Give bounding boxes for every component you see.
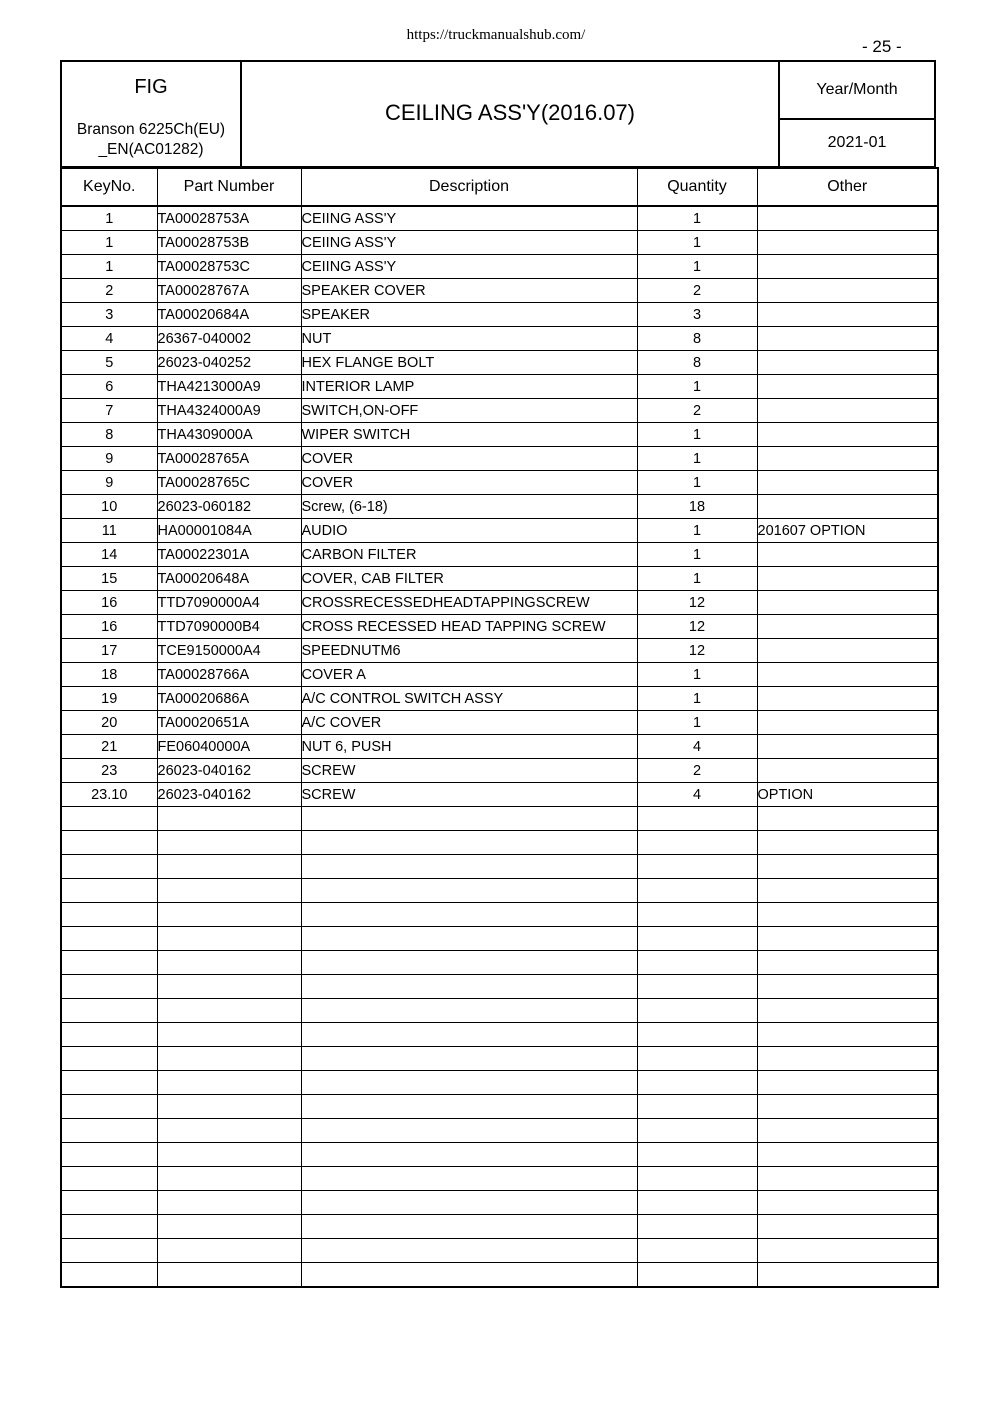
- part-number-cell: THA4324000A9: [157, 399, 301, 423]
- empty-cell: [637, 1167, 757, 1191]
- empty-cell: [61, 903, 157, 927]
- empty-cell: [637, 879, 757, 903]
- description-cell: NUT 6, PUSH: [301, 735, 637, 759]
- key-no-cell: 17: [61, 639, 157, 663]
- empty-table-row: [61, 1119, 938, 1143]
- empty-cell: [61, 1239, 157, 1263]
- empty-cell: [637, 1071, 757, 1095]
- empty-cell: [301, 879, 637, 903]
- table-row: [61, 567, 938, 591]
- empty-table-row: [61, 831, 938, 855]
- empty-cell: [637, 1191, 757, 1215]
- empty-cell: [757, 1095, 938, 1119]
- description-cell: AUDIO: [301, 519, 637, 543]
- column-header-quantity: Quantity: [637, 168, 757, 206]
- empty-table-row: [61, 1095, 938, 1119]
- model-name: [62, 120, 240, 160]
- table-row: [61, 735, 938, 759]
- table-row: [61, 639, 938, 663]
- empty-table-row: [61, 1191, 938, 1215]
- quantity-cell: 1: [637, 206, 757, 231]
- empty-cell: [61, 831, 157, 855]
- description-cell: CROSSRECESSEDHEADTAPPINGSCREW: [301, 591, 637, 615]
- empty-table-row: [61, 927, 938, 951]
- parts-table: [60, 167, 939, 1288]
- empty-table-row: [61, 1143, 938, 1167]
- description-cell: A/C CONTROL SWITCH ASSY: [301, 687, 637, 711]
- table-header-row: [61, 168, 938, 206]
- table-row: [61, 591, 938, 615]
- other-cell: [757, 639, 938, 663]
- table-row: [61, 423, 938, 447]
- empty-cell: [301, 1263, 637, 1288]
- empty-cell: [157, 879, 301, 903]
- other-cell: [757, 495, 938, 519]
- empty-cell: [301, 1191, 637, 1215]
- empty-cell: [61, 1023, 157, 1047]
- other-cell: [757, 206, 938, 231]
- empty-cell: [637, 927, 757, 951]
- part-number-cell: TA00028753A: [157, 206, 301, 231]
- source-url: https://truckmanualshub.com/: [406, 27, 586, 43]
- empty-cell: [157, 951, 301, 975]
- empty-cell: [301, 951, 637, 975]
- key-no-cell: 8: [61, 423, 157, 447]
- table-row: [61, 759, 938, 783]
- empty-cell: [157, 1167, 301, 1191]
- key-no-cell: 14: [61, 543, 157, 567]
- empty-table-row: [61, 903, 938, 927]
- key-no-cell: 23: [61, 759, 157, 783]
- figure-title: CEILING ASS'Y(2016.07): [385, 100, 635, 125]
- table-row: [61, 471, 938, 495]
- fig-cell: [62, 62, 242, 166]
- quantity-cell: 8: [637, 327, 757, 351]
- model-line-1: Branson 6225Ch(EU): [76, 121, 226, 138]
- empty-cell: [61, 1119, 157, 1143]
- key-no-cell: 15: [61, 567, 157, 591]
- empty-table-row: [61, 879, 938, 903]
- empty-cell: [637, 999, 757, 1023]
- quantity-cell: 1: [637, 663, 757, 687]
- empty-cell: [637, 951, 757, 975]
- page-number: - 25 -: [862, 37, 902, 56]
- empty-cell: [757, 1215, 938, 1239]
- empty-cell: [637, 1263, 757, 1288]
- empty-cell: [61, 1143, 157, 1167]
- empty-cell: [61, 951, 157, 975]
- description-cell: WIPER SWITCH: [301, 423, 637, 447]
- empty-cell: [757, 1143, 938, 1167]
- description-cell: HEX FLANGE BOLT: [301, 351, 637, 375]
- table-row: [61, 231, 938, 255]
- description-cell: COVER: [301, 447, 637, 471]
- table-row: [61, 711, 938, 735]
- quantity-cell: 3: [637, 303, 757, 327]
- empty-cell: [157, 1023, 301, 1047]
- empty-cell: [757, 1263, 938, 1288]
- description-cell: COVER A: [301, 663, 637, 687]
- year-month-label: Year/Month: [780, 62, 934, 120]
- part-number-cell: TTD7090000A4: [157, 591, 301, 615]
- part-number-cell: TA00028767A: [157, 279, 301, 303]
- key-no-cell: 9: [61, 471, 157, 495]
- empty-cell: [301, 831, 637, 855]
- other-cell: [757, 471, 938, 495]
- key-no-cell: 7: [61, 399, 157, 423]
- empty-cell: [157, 831, 301, 855]
- empty-table-row: [61, 1023, 938, 1047]
- description-cell: NUT: [301, 327, 637, 351]
- empty-cell: [157, 1143, 301, 1167]
- description-cell: CARBON FILTER: [301, 543, 637, 567]
- column-header-description: Description: [301, 168, 637, 206]
- description-cell: CROSS RECESSED HEAD TAPPING SCREW: [301, 615, 637, 639]
- empty-cell: [157, 1095, 301, 1119]
- table-row: [61, 495, 938, 519]
- empty-cell: [157, 903, 301, 927]
- quantity-cell: 12: [637, 615, 757, 639]
- empty-cell: [157, 855, 301, 879]
- empty-table-row: [61, 999, 938, 1023]
- empty-cell: [301, 1119, 637, 1143]
- table-row: [61, 279, 938, 303]
- empty-cell: [757, 1023, 938, 1047]
- empty-cell: [157, 1215, 301, 1239]
- table-row: [61, 615, 938, 639]
- empty-cell: [61, 855, 157, 879]
- table-row: [61, 375, 938, 399]
- empty-cell: [61, 1215, 157, 1239]
- figure-header: [60, 60, 936, 168]
- empty-table-row: [61, 1215, 938, 1239]
- part-number-cell: 26023-060182: [157, 495, 301, 519]
- other-cell: OPTION: [757, 783, 938, 807]
- other-cell: [757, 663, 938, 687]
- empty-cell: [757, 855, 938, 879]
- description-cell: SCREW: [301, 783, 637, 807]
- empty-cell: [637, 975, 757, 999]
- description-cell: A/C COVER: [301, 711, 637, 735]
- part-number-cell: THA4309000A: [157, 423, 301, 447]
- empty-cell: [757, 927, 938, 951]
- empty-cell: [637, 1023, 757, 1047]
- other-cell: [757, 279, 938, 303]
- empty-cell: [757, 1047, 938, 1071]
- column-header-other: Other: [757, 168, 938, 206]
- part-number-cell: TA00028765C: [157, 471, 301, 495]
- empty-cell: [637, 903, 757, 927]
- description-cell: COVER: [301, 471, 637, 495]
- description-cell: SCREW: [301, 759, 637, 783]
- empty-cell: [757, 1191, 938, 1215]
- empty-cell: [61, 927, 157, 951]
- empty-cell: [757, 879, 938, 903]
- empty-cell: [637, 1095, 757, 1119]
- key-no-cell: 6: [61, 375, 157, 399]
- empty-cell: [637, 1047, 757, 1071]
- table-row: [61, 351, 938, 375]
- description-cell: CEIING ASS'Y: [301, 206, 637, 231]
- empty-cell: [157, 1119, 301, 1143]
- empty-cell: [757, 1239, 938, 1263]
- quantity-cell: 2: [637, 279, 757, 303]
- quantity-cell: 1: [637, 687, 757, 711]
- column-header-part-number: Part Number: [157, 168, 301, 206]
- empty-cell: [61, 807, 157, 831]
- part-number-cell: THA4213000A9: [157, 375, 301, 399]
- other-cell: [757, 375, 938, 399]
- description-cell: SWITCH,ON-OFF: [301, 399, 637, 423]
- empty-cell: [157, 1047, 301, 1071]
- empty-table-row: [61, 855, 938, 879]
- empty-cell: [61, 1047, 157, 1071]
- year-month-value: 2021-01: [827, 134, 887, 151]
- empty-cell: [61, 1263, 157, 1288]
- part-number-cell: TA00020684A: [157, 303, 301, 327]
- key-no-cell: 10: [61, 495, 157, 519]
- quantity-cell: 2: [637, 399, 757, 423]
- part-number-cell: TA00020651A: [157, 711, 301, 735]
- quantity-cell: 2: [637, 759, 757, 783]
- key-no-cell: 19: [61, 687, 157, 711]
- empty-cell: [637, 855, 757, 879]
- key-no-cell: 11: [61, 519, 157, 543]
- other-cell: [757, 399, 938, 423]
- empty-cell: [301, 1023, 637, 1047]
- part-number-cell: TA00028766A: [157, 663, 301, 687]
- quantity-cell: 1: [637, 567, 757, 591]
- other-cell: [757, 351, 938, 375]
- empty-table-row: [61, 1167, 938, 1191]
- part-number-cell: 26023-040162: [157, 783, 301, 807]
- other-cell: [757, 567, 938, 591]
- description-cell: CEIING ASS'Y: [301, 231, 637, 255]
- part-number-cell: TA00028753C: [157, 255, 301, 279]
- key-no-cell: 16: [61, 615, 157, 639]
- part-number-cell: 26023-040162: [157, 759, 301, 783]
- empty-table-row: [61, 975, 938, 999]
- empty-cell: [301, 1143, 637, 1167]
- other-cell: [757, 711, 938, 735]
- table-row: [61, 327, 938, 351]
- other-cell: [757, 231, 938, 255]
- key-no-cell: 3: [61, 303, 157, 327]
- empty-table-row: [61, 951, 938, 975]
- table-row: [61, 447, 938, 471]
- column-header-keyno: KeyNo.: [61, 168, 157, 206]
- empty-cell: [301, 1167, 637, 1191]
- empty-cell: [757, 1167, 938, 1191]
- quantity-cell: 1: [637, 519, 757, 543]
- empty-cell: [301, 1071, 637, 1095]
- empty-cell: [61, 879, 157, 903]
- empty-cell: [61, 975, 157, 999]
- table-row: [61, 206, 938, 231]
- empty-cell: [157, 975, 301, 999]
- empty-table-row: [61, 1071, 938, 1095]
- quantity-cell: 1: [637, 447, 757, 471]
- empty-cell: [157, 999, 301, 1023]
- empty-cell: [301, 927, 637, 951]
- other-cell: [757, 615, 938, 639]
- other-cell: [757, 687, 938, 711]
- key-no-cell: 20: [61, 711, 157, 735]
- title-cell: [242, 62, 780, 166]
- other-cell: [757, 327, 938, 351]
- quantity-cell: 1: [637, 471, 757, 495]
- model-line-2: _EN(AC01282): [98, 141, 204, 158]
- part-number-cell: TA00028765A: [157, 447, 301, 471]
- empty-cell: [757, 831, 938, 855]
- other-cell: [757, 735, 938, 759]
- empty-cell: [61, 1167, 157, 1191]
- other-cell: [757, 255, 938, 279]
- other-cell: [757, 303, 938, 327]
- empty-table-row: [61, 1239, 938, 1263]
- key-no-cell: 1: [61, 231, 157, 255]
- key-no-cell: 5: [61, 351, 157, 375]
- other-cell: [757, 423, 938, 447]
- table-row: [61, 399, 938, 423]
- other-cell: 201607 OPTION: [757, 519, 938, 543]
- part-number-cell: TA00020686A: [157, 687, 301, 711]
- part-number-cell: TA00020648A: [157, 567, 301, 591]
- empty-cell: [757, 1119, 938, 1143]
- quantity-cell: 1: [637, 423, 757, 447]
- other-cell: [757, 759, 938, 783]
- quantity-cell: 4: [637, 783, 757, 807]
- description-cell: INTERIOR LAMP: [301, 375, 637, 399]
- quantity-cell: 1: [637, 711, 757, 735]
- key-no-cell: 4: [61, 327, 157, 351]
- key-no-cell: 16: [61, 591, 157, 615]
- empty-table-row: [61, 807, 938, 831]
- key-no-cell: 23.10: [61, 783, 157, 807]
- empty-cell: [637, 831, 757, 855]
- empty-cell: [637, 1215, 757, 1239]
- description-cell: COVER, CAB FILTER: [301, 567, 637, 591]
- part-number-cell: TA00022301A: [157, 543, 301, 567]
- quantity-cell: 4: [637, 735, 757, 759]
- empty-cell: [757, 951, 938, 975]
- description-cell: SPEAKER COVER: [301, 279, 637, 303]
- empty-cell: [301, 975, 637, 999]
- empty-cell: [757, 903, 938, 927]
- empty-table-row: [61, 1263, 938, 1288]
- key-no-cell: 1: [61, 206, 157, 231]
- quantity-cell: 18: [637, 495, 757, 519]
- empty-cell: [157, 807, 301, 831]
- part-number-cell: TA00028753B: [157, 231, 301, 255]
- key-no-cell: 18: [61, 663, 157, 687]
- quantity-cell: 1: [637, 543, 757, 567]
- description-cell: SPEAKER: [301, 303, 637, 327]
- quantity-cell: 8: [637, 351, 757, 375]
- empty-cell: [301, 1215, 637, 1239]
- empty-cell: [637, 1239, 757, 1263]
- table-row: [61, 303, 938, 327]
- empty-cell: [301, 999, 637, 1023]
- quantity-cell: 12: [637, 639, 757, 663]
- empty-cell: [157, 1263, 301, 1288]
- empty-cell: [637, 1143, 757, 1167]
- part-number-cell: FE06040000A: [157, 735, 301, 759]
- empty-cell: [757, 999, 938, 1023]
- description-cell: CEIING ASS'Y: [301, 255, 637, 279]
- empty-cell: [301, 855, 637, 879]
- empty-cell: [301, 1239, 637, 1263]
- empty-cell: [757, 975, 938, 999]
- quantity-cell: 12: [637, 591, 757, 615]
- table-row: [61, 543, 938, 567]
- fig-label: FIG: [134, 76, 168, 98]
- table-row: [61, 663, 938, 687]
- other-cell: [757, 543, 938, 567]
- part-number-cell: TCE9150000A4: [157, 639, 301, 663]
- key-no-cell: 21: [61, 735, 157, 759]
- description-cell: SPEEDNUTM6: [301, 639, 637, 663]
- key-no-cell: 2: [61, 279, 157, 303]
- quantity-cell: 1: [637, 231, 757, 255]
- part-number-cell: TTD7090000B4: [157, 615, 301, 639]
- key-no-cell: 1: [61, 255, 157, 279]
- description-cell: Screw, (6-18): [301, 495, 637, 519]
- empty-cell: [157, 1239, 301, 1263]
- empty-cell: [637, 1119, 757, 1143]
- quantity-cell: 1: [637, 375, 757, 399]
- empty-cell: [757, 1071, 938, 1095]
- other-cell: [757, 591, 938, 615]
- empty-cell: [61, 1191, 157, 1215]
- empty-cell: [301, 1095, 637, 1119]
- part-number-cell: 26367-040002: [157, 327, 301, 351]
- key-no-cell: 9: [61, 447, 157, 471]
- empty-cell: [157, 1071, 301, 1095]
- quantity-cell: 1: [637, 255, 757, 279]
- empty-cell: [301, 1047, 637, 1071]
- empty-table-row: [61, 1047, 938, 1071]
- empty-cell: [157, 927, 301, 951]
- empty-cell: [301, 903, 637, 927]
- empty-cell: [157, 1191, 301, 1215]
- table-row: [61, 255, 938, 279]
- other-cell: [757, 447, 938, 471]
- empty-cell: [637, 807, 757, 831]
- part-number-cell: 26023-040252: [157, 351, 301, 375]
- empty-cell: [61, 1071, 157, 1095]
- table-row: [61, 687, 938, 711]
- empty-cell: [301, 807, 637, 831]
- empty-cell: [757, 807, 938, 831]
- table-row: [61, 519, 938, 543]
- table-row: [61, 783, 938, 807]
- part-number-cell: HA00001084A: [157, 519, 301, 543]
- empty-cell: [61, 1095, 157, 1119]
- empty-cell: [61, 999, 157, 1023]
- parts-table-body: [61, 206, 938, 1287]
